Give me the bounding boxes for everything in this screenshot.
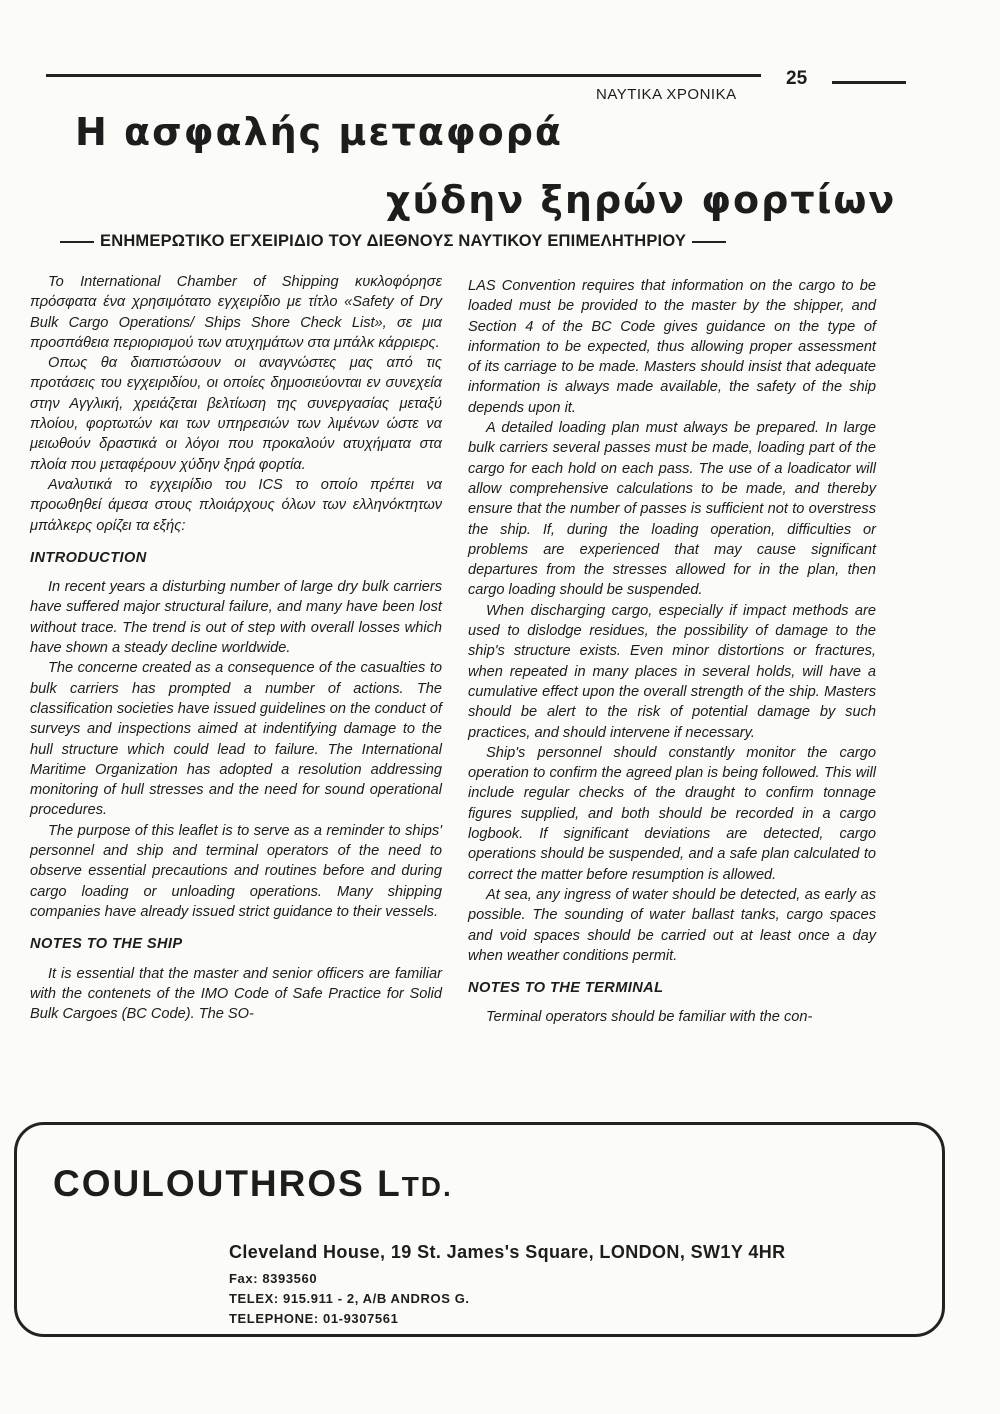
ad-fax: Fax: 8393560 (229, 1271, 318, 1286)
paragraph: When discharging cargo, especially if impact methods are used to dislodge residues, the possibility of damage to the ship's structure exists. Even minor distortions or fractures, when repeated in many places in several holds, will have a cumulative effect upon the overall strength of the ship. Masters should be alert to the risk of potential damage by such practices, and should intervene if necessary. (468, 602, 876, 741)
paragraph: Ship's personnel should constantly monitor the cargo operation to confirm the agreed plan is being followed. This will include regular checks of the draught to confirm tonnage figures supplied, and both should be recorded in a cargo logbook. If significant deviations are detected, cargo operations should be suspended, and a safe plan calculated to correct the matter before resumption is allowed. (468, 744, 876, 883)
paragraph: Terminal operators should be familiar with the con- (486, 1009, 813, 1026)
paragraph: Οπως θα διαπιστώσουν οι αναγνώστες μας από τις προτάσεις του εγχειριδίου, οι οποίες δημοσιεύονται εν συνεχεία στην Αγγλική, χρειάζεται βελτίωση της συνεργασίας μεταξύ πλοίου, φορτωτών και των υπηρεσιών των λιμένων ώστε να μειωθούν δραστικά οι λόγοι που προκαλούν ατυχήματα στα πλοία που μεταφέρουν χύδην ξηρά φορτία. (30, 355, 442, 473)
section-heading-notes-ship: NOTES TO THE SHIP (30, 936, 183, 953)
subtitle-dash-right (692, 241, 726, 243)
ad-address: Cleveland House, 19 St. James's Square, LONDON, SW1Y 4HR (229, 1242, 786, 1262)
section-heading-notes-terminal: NOTES TO THE TERMINAL (468, 980, 664, 997)
paragraph: In recent years a disturbing number of large dry bulk carriers have suffered major structural failure, and many have been lost without trace. The trend is out of step with overall losses which have shown a steady decline worldwide. (30, 579, 442, 657)
article-subtitle (60, 232, 870, 251)
ad-company-name (53, 1163, 453, 1205)
header-rule (46, 74, 761, 77)
paragraph: The concerne created as a consequence of the casualties to bulk carriers has prompted a number of actions. The classification societies have issued guidelines on the conduct of surveys and inspections aimed at indentifying damage to the hull structure which could lead to failure. The International Maritime Organization has adopted a resolution addressing monitoring of hull stresses and the need for sound operational procedures. (30, 660, 442, 819)
paragraph: A detailed loading plan must always be prepared. In large bulk carriers several passes must be made, loading part of the cargo for each hold on each pass. The use of a loadicator will allow comprehensive calculations to be made, and thereby ensure that the number of passes is sufficient not to overstress the ship. If, during the loading operation, difficulties or problems are experienced that may cause significant departures from the stresses allowed for in the plan, then cargo loading should be suspended. (468, 420, 876, 599)
article-title-line1: Η ασφαλής μεταφορά (75, 110, 564, 154)
paragraph: Το International Chamber of Shipping κυκλοφόρησε πρόσφατα ένα χρησιμότατο εγχειρίδιο με τίτλο «Safety of Dry Bulk Cargo Operations/ Ships Shore Check List», σε μια προσπάθεια περιορισμού των ατυχημάτων στα μπάλκ κάρριερς. (30, 274, 442, 351)
ad-telex: TELEX: 915.911 - 2, A/B ANDROS G. (229, 1291, 470, 1306)
subtitle-dash-left (60, 241, 94, 243)
right-column (468, 276, 876, 1028)
subtitle-text: ΕΝΗΜΕΡΩΤΙΚΟ ΕΓΧΕΙΡΙΔΙΟ ΤΟΥ ΔΙΕΘΝΟΥΣ ΝΑΥΤΙΚΟΥ ΕΠΙΜΕΛΗΤΗΡΙΟΥ (100, 232, 687, 250)
paragraph: It is essential that the master and senior officers are familiar with the contenets of the IMO Code of Safe Practice for Solid Bulk Cargoes (BC Code). The SO- (30, 965, 442, 1023)
ad-company-suffix: TD. (401, 1171, 453, 1202)
section-heading-introduction: INTRODUCTION (30, 549, 147, 566)
advertisement-box (14, 1122, 945, 1337)
paragraph: At sea, any ingress of water should be detected, as early as possible. The sounding of water ballast tanks, cargo spaces and void spaces should be carried out at least once a day when weather conditions permit. (468, 886, 876, 964)
paragraph: LAS Convention requires that information on the cargo to be loaded must be provided to the master by the shipper, and Section 4 of the BC Code gives guidance on the type of information to be expected, thus allowing proper assessment of its carriage to be made. Masters should insist that adequate information is always made available, the safety of the ship depends upon it. (468, 278, 876, 416)
page-number: 25 (786, 68, 808, 89)
ad-company-main: COULOUTHROS L (53, 1163, 402, 1204)
paragraph: Αναλυτικά το εγχειρίδιο του ICS το οποίο πρέπει να προωθηθεί άμεσα στους πλοιάρχους όλων των ελληνόκτητων μπάλκερς ορίζει τα εξής: (30, 476, 442, 534)
publication-name: ΝΑΥΤΙΚΑ ΧΡΟΝΙΚΑ (596, 86, 737, 103)
paragraph: The purpose of this leaflet is to serve as a reminder to ships' personnel and ship and terminal operators of the need to observe essential precautions and routines before and during cargo loading or unloading operations. Many shipping companies have already issued strict guidance to their vessels. (30, 822, 442, 920)
header-rule-right (832, 81, 906, 84)
article-title-line2: χύδην ξηρών φορτίων (386, 178, 897, 222)
ad-telephone: TELEPHONE: 01-9307561 (229, 1311, 399, 1326)
left-column (30, 272, 442, 1024)
